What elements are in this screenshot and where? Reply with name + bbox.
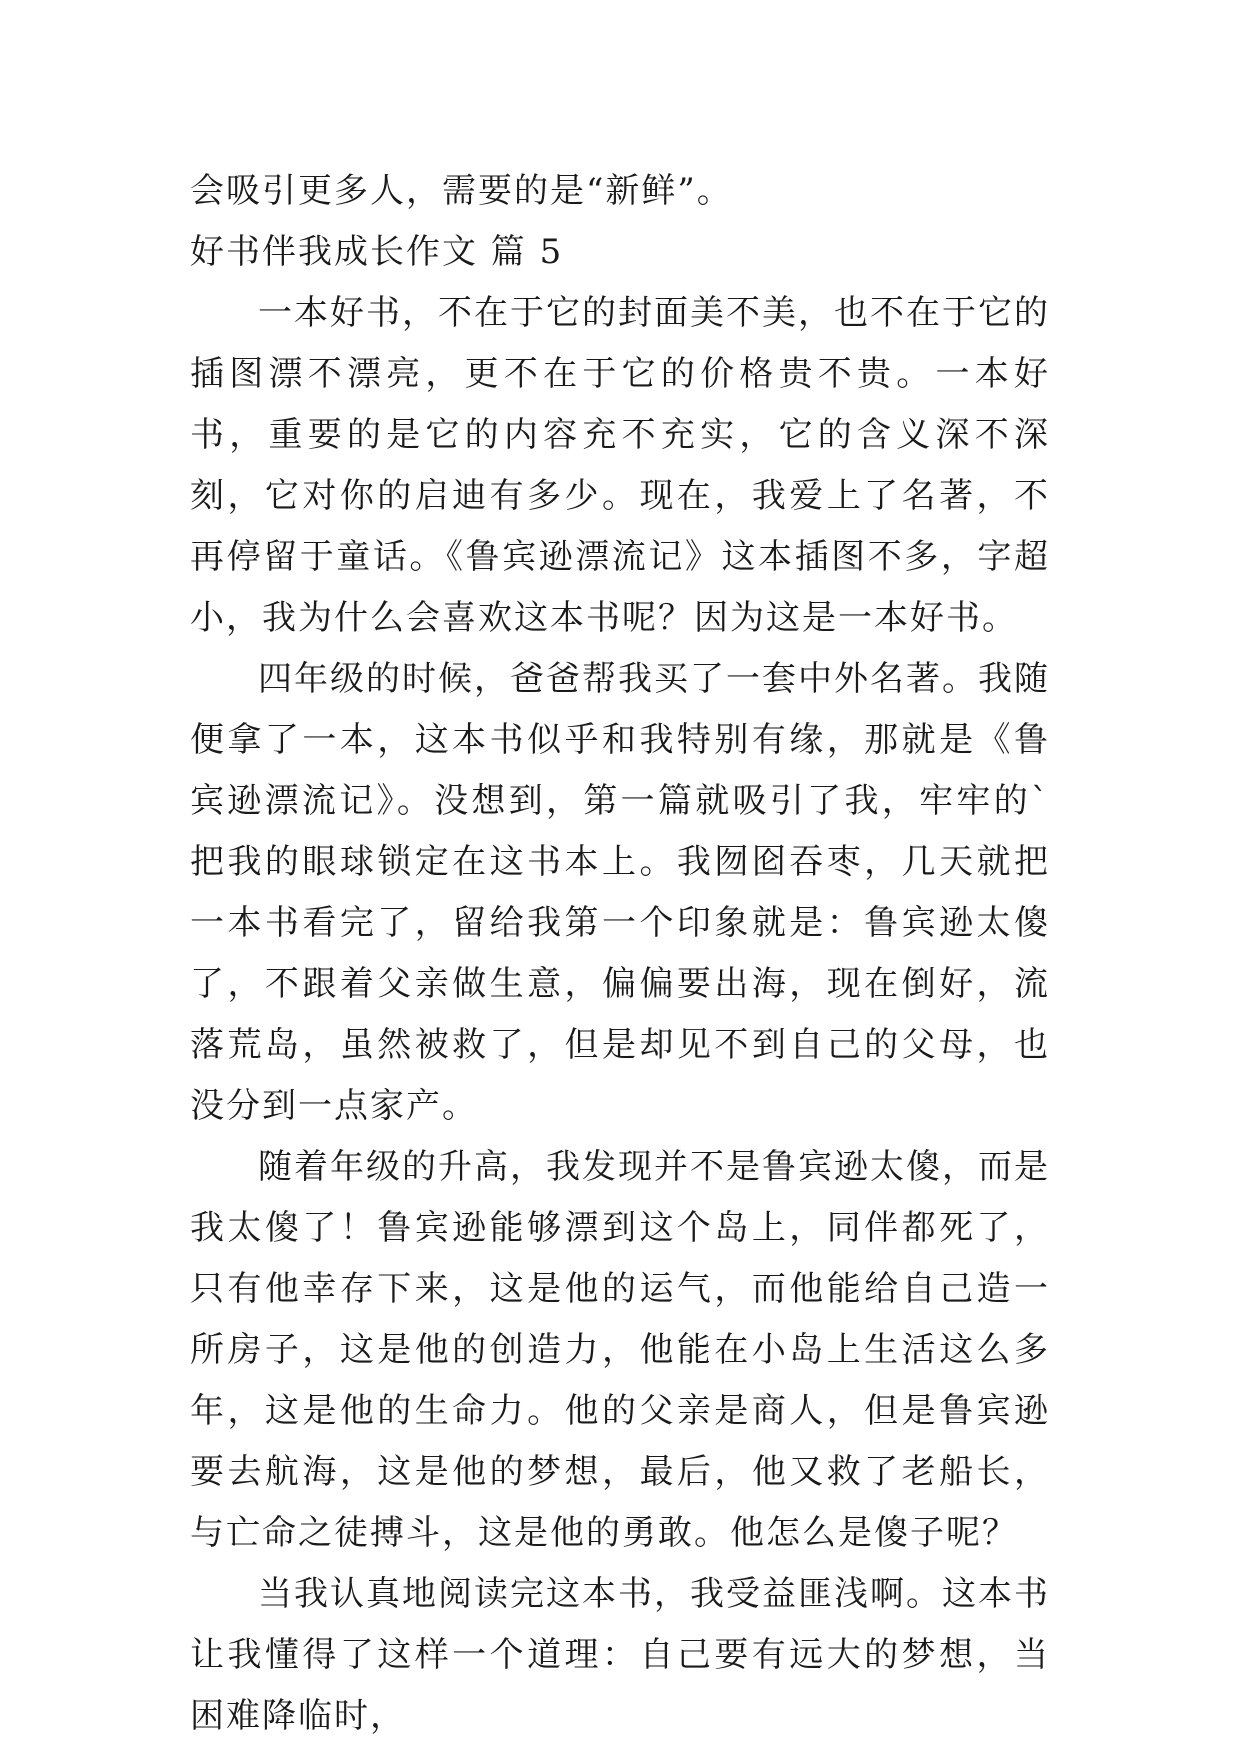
- paragraph: 一本好书，不在于它的封面美不美，也不在于它的插图漂不漂亮，更不在于它的价格贵不贵。一本好书，重要的是它的内容充不充实，它的含义深不深刻，它对你的启迪有多少。现在，我爱上了名著，不再停留于童话。《鲁宾逊漂流记》这本插图不多，字超小，我为什么会喜欢这本书呢？因为这是一本好书。: [190, 293, 1050, 638]
- continuation-line: 会吸引更多人，需要的是“新鲜”。: [190, 171, 733, 211]
- paragraph: 随着年级的升高，我发现并不是鲁宾逊太傻，而是我太傻了！鲁宾逊能够漂到这个岛上，同伴都死了，只有他幸存下来，这是他的运气，而他能给自己造一所房子，这是他的创造力，他能在小岛上生活这么多年，这是他的生命力。他的父亲是商人，但是鲁宾逊要去航海，这是他的梦想，最后，他又救了老船长，与亡命之徒搏斗，这是他的勇敢。他怎么是傻子呢？: [190, 1147, 1050, 1553]
- section-title: 好书伴我成长作文 篇 5: [190, 232, 564, 272]
- paragraph: 当我认真地阅读完这本书，我受益匪浅啊。这本书让我懂得了这样一个道理：自己要有远大的梦想，当困难降临时，: [190, 1574, 1050, 1736]
- paragraph: 四年级的时候，爸爸帮我买了一套中外名著。我随便拿了一本，这本书似乎和我特别有缘，那就是《鲁宾逊漂流记》。没想到，第一篇就吸引了我，牢牢的`把我的眼球锁定在这书本上。我囫囵吞枣，几天就把一本书看完了，留给我第一个印象就是：鲁宾逊太傻了，不跟着父亲做生意，偏偏要出海，现在倒好，流落荒岛，虽然被救了，但是却见不到自己的父母，也没分到一点家产。: [190, 659, 1050, 1126]
- document-body: [190, 161, 1050, 1747]
